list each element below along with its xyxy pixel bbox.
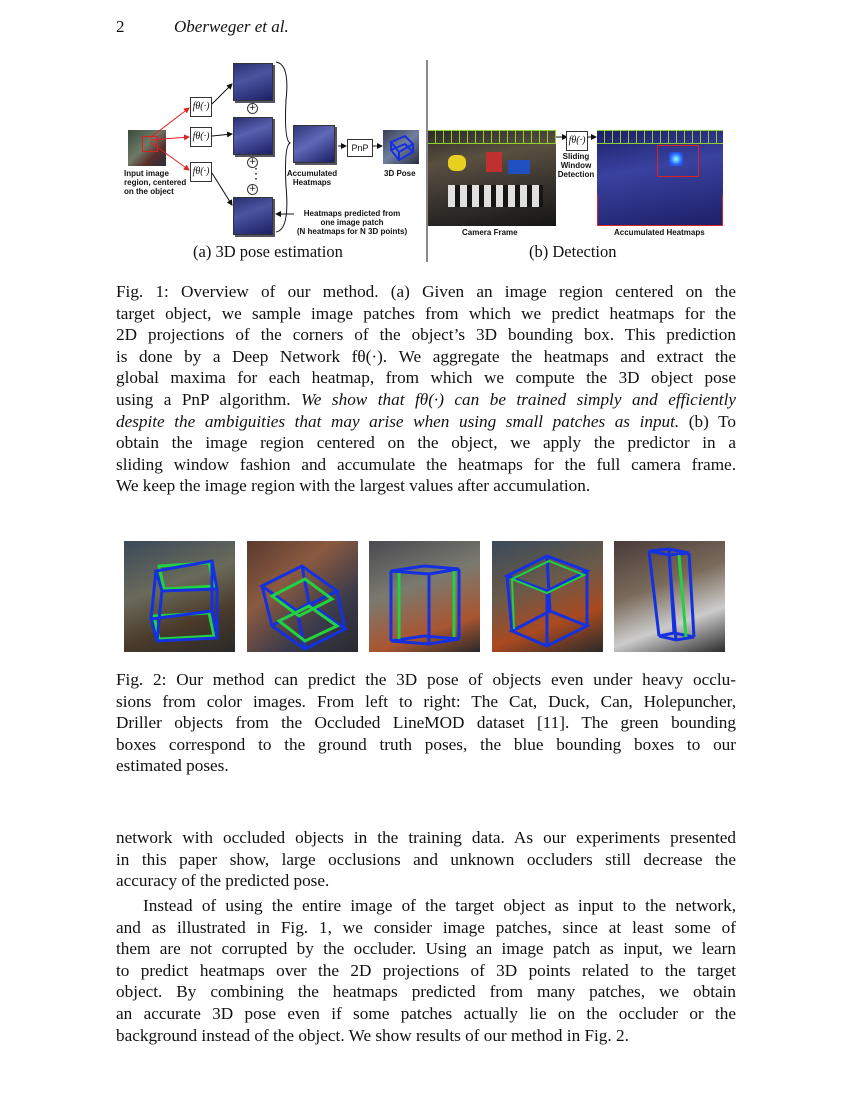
frame-border <box>597 194 723 226</box>
pose-box-cat <box>124 541 235 652</box>
figure-1 <box>0 0 850 270</box>
pose-box-can <box>369 541 480 652</box>
fig2-image-holepuncher <box>492 541 603 652</box>
fig2-image-driller <box>614 541 725 652</box>
object-can <box>486 152 502 172</box>
accumulated-label: Accumulated Heatmaps <box>286 169 338 187</box>
sliding-window-grid <box>428 130 556 144</box>
marker-board <box>448 185 543 207</box>
fig2-image-cat <box>124 541 235 652</box>
vertical-dots: ⋮ <box>249 166 263 182</box>
camera-frame-label: Camera Frame <box>462 228 518 237</box>
object-holepuncher <box>508 160 530 174</box>
plus-icon-2: + <box>248 157 257 167</box>
fig2-image-duck <box>247 541 358 652</box>
heatmap-peak <box>669 152 683 166</box>
body-paragraph-2: Instead of using the entire image of the target object as input to the network, and as illustrated in Fig. 1, we consider image patches, since at least some of them are not corrupted by the occluder. Using an image patch as input, we learn to predict heatmaps over the 2D projections of 3D points related to the target object. By combining the heatmaps predicted from many patches, we obtain an accurate 3D pose even if some patches actually lie on the occluder or the background instead of the object. We show results of our method in Fig. 2. <box>116 896 736 1045</box>
pose-3d-label: 3D Pose <box>384 169 416 178</box>
figure-2 <box>124 541 728 653</box>
camera-frame-image <box>428 130 556 226</box>
figure-1-caption: Fig. 1: Overview of our method. (a) Given an image region centered on the target object, we sample image patches from which we predict heatmaps for the 2D projections of the corners of the object’s 3D bounding box. This prediction is done by a Deep Network fθ(·). We aggregate the heatmaps and extract the global maxima for each heatmap, from which we compute the 3D object pose using a PnP algorithm. We show that fθ(·) can be trained simply and efficiently despite the ambiguities that may arise when using small patches as input. (b) To obtain the image region centered on the object, we apply the predictor in a sliding window fashion and accumulate the heatmaps for the full camera frame. We keep the image region with the largest values after accumulation. <box>116 282 737 496</box>
heatmaps-patch-label: Heatmaps predicted from one image patch (N heatmaps for N 3D points) <box>296 209 408 236</box>
fig2-image-can <box>369 541 480 652</box>
plus-icon-1: + <box>248 103 257 113</box>
subcaption-b: (b) Detection <box>529 242 617 261</box>
figure-2-caption: Fig. 2: Our method can predict the 3D pose of objects even under heavy occlu- sions from color images. From left to right: The Cat, Duck, Can, Holepuncher, Driller objects from the Occluded LineMOD dataset [11]. The green bounding boxes correspond to the ground truth poses, the blue bounding boxes to our estimated poses. <box>116 670 736 776</box>
accumulated-heatmaps-label: Accumulated Heatmaps <box>614 228 705 237</box>
sliding-window-label: Sliding Window Detection <box>557 152 595 179</box>
body-paragraph-1: network with occluded objects in the training data. As our experiments presented in this paper show, large occlusions and unknown occluders still decrease the accuracy of the predicted pose. <box>116 828 736 891</box>
accumulated-heatmaps-full <box>597 130 723 226</box>
plus-icon-3: + <box>248 184 257 194</box>
pose-box-driller <box>614 541 725 652</box>
f-theta-box-1: fθ(·) <box>190 97 212 117</box>
f-theta-box-2: fθ(·) <box>190 127 212 147</box>
running-authors: Oberweger et al. <box>174 17 289 36</box>
pose-box-holepuncher <box>492 541 603 652</box>
subcaption-a: (a) 3D pose estimation <box>193 242 343 261</box>
f-theta-box-3: fθ(·) <box>190 162 212 182</box>
pnp-box: PnP <box>347 139 373 157</box>
page-number: 2 <box>116 17 125 36</box>
sliding-window-grid-2 <box>597 130 723 144</box>
object-duck <box>448 155 466 171</box>
f-theta-box-detect: fθ(·) <box>566 131 588 151</box>
input-region-label: Input image region, centered on the object <box>124 169 187 196</box>
pose-box-duck <box>247 541 358 652</box>
